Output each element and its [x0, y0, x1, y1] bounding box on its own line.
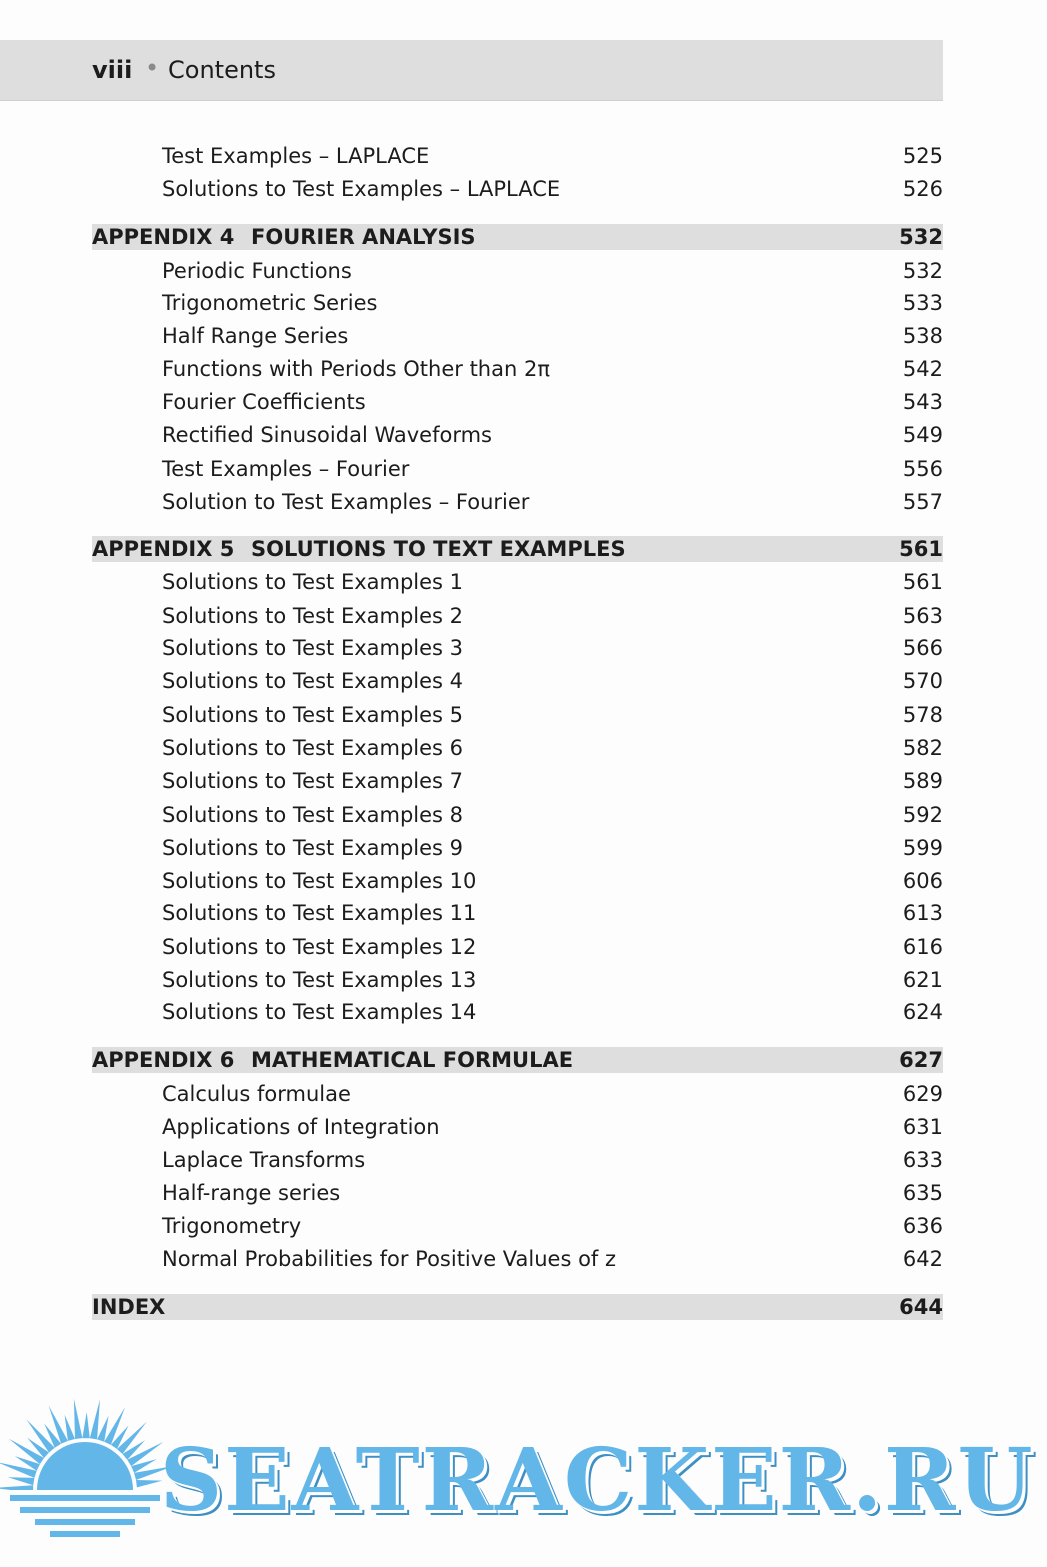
toc-entry[interactable]: [92, 1245, 943, 1273]
toc-entry-page: 561: [902, 570, 943, 594]
toc-section-index[interactable]: [92, 1294, 943, 1320]
toc-entry[interactable]: [92, 899, 943, 927]
toc-entry-title: Half-range series: [162, 1181, 341, 1205]
section-title: SOLUTIONS TO TEXT EXAMPLES: [251, 537, 626, 561]
toc-entry-title: Fourier Coefficients: [162, 390, 366, 414]
toc-entry[interactable]: [92, 568, 943, 596]
toc-entry-page: 533: [902, 291, 943, 315]
toc-entry-title: Solutions to Test Examples 10: [162, 869, 477, 893]
toc-entry[interactable]: [92, 602, 943, 630]
toc-entry-page: 563: [902, 604, 943, 628]
toc-entry-page: 606: [902, 869, 943, 893]
toc-entry-page: 549: [902, 423, 943, 447]
toc-entry-page: 613: [902, 901, 943, 925]
toc-entry-title: Solutions to Test Examples 7: [162, 769, 464, 793]
toc-entry[interactable]: [92, 834, 943, 862]
toc-section-appendix-6[interactable]: [92, 1047, 943, 1073]
section-page: 627: [899, 1048, 943, 1072]
sun-ray-icon: [82, 1412, 89, 1438]
toc-entry[interactable]: [92, 1080, 943, 1108]
toc-entry-page: 582: [902, 736, 943, 760]
section-label: INDEX: [92, 1295, 166, 1319]
toc-entry-page: 592: [902, 803, 943, 827]
page-number: viii: [92, 56, 133, 84]
page-header: [0, 40, 943, 101]
toc-entry-title: Half Range Series: [162, 324, 349, 348]
section-label: APPENDIX 6: [92, 1048, 235, 1072]
toc-entry[interactable]: [92, 801, 943, 829]
toc-entry-title: Solutions to Test Examples 14: [162, 1000, 477, 1024]
toc-entry-title: Calculus formulae: [162, 1082, 351, 1106]
toc-entry-title: Functions with Periods Other than 2π: [162, 357, 550, 381]
toc-entry-page: 636: [902, 1214, 943, 1238]
toc-entry-title: Solutions to Test Examples 4: [162, 669, 464, 693]
toc-entry-title: Solutions to Test Examples 13: [162, 968, 477, 992]
toc-entry[interactable]: [92, 701, 943, 729]
section-label: APPENDIX 4: [92, 225, 235, 249]
toc-entry-page: 557: [902, 490, 943, 514]
toc-entry-title: Rectified Sinusoidal Waveforms: [162, 423, 492, 447]
section-title: MATHEMATICAL FORMULAE: [251, 1048, 574, 1072]
toc-entry-page: 589: [902, 769, 943, 793]
toc-entry[interactable]: [92, 455, 943, 483]
toc-entry-title: Solutions to Test Examples 5: [162, 703, 464, 727]
toc-entry-title: Solutions to Test Examples 8: [162, 803, 464, 827]
toc-section-appendix-5[interactable]: [92, 536, 943, 562]
sun-ray-icon: [8, 1477, 34, 1485]
toc-entry[interactable]: [92, 142, 943, 170]
section-label: APPENDIX 5: [92, 537, 235, 561]
toc-entry[interactable]: [92, 998, 943, 1026]
section-title: FOURIER ANALYSIS: [251, 225, 476, 249]
toc-entry-page: 578: [902, 703, 943, 727]
toc-entry-page: 631: [902, 1115, 943, 1139]
toc-entry-title: Applications of Integration: [162, 1115, 440, 1139]
section-page: 644: [899, 1295, 943, 1319]
toc-entry-title: Test Examples – Fourier: [162, 457, 410, 481]
toc-entry-title: Solution to Test Examples – Fourier: [162, 490, 530, 514]
toc-entry[interactable]: [92, 734, 943, 762]
toc-entry-page: 599: [902, 836, 943, 860]
toc-entry[interactable]: [92, 1146, 943, 1174]
toc-entry-page: 566: [902, 636, 943, 660]
sun-ray-icon: [90, 1399, 100, 1439]
watermark-text: SEATRACKER.RU: [160, 1430, 1035, 1531]
toc-entry-page: 543: [902, 390, 943, 414]
toc-entry-page: 616: [902, 935, 943, 959]
toc-entry-title: Trigonometry: [162, 1214, 302, 1238]
toc-entry[interactable]: [92, 634, 943, 662]
toc-entry[interactable]: [92, 933, 943, 961]
toc-entry[interactable]: [92, 388, 943, 416]
toc-entry-page: 621: [902, 968, 943, 992]
toc-entry[interactable]: [92, 355, 943, 383]
toc-entry-title: Solutions to Test Examples 11: [162, 901, 477, 925]
toc-entry-title: Trigonometric Series: [162, 291, 378, 315]
toc-entry[interactable]: [92, 175, 943, 203]
toc-entry-page: 633: [902, 1148, 943, 1172]
toc-entry-page: 570: [902, 669, 943, 693]
sun-ray-icon: [104, 1407, 125, 1445]
toc-entry[interactable]: [92, 867, 943, 895]
toc-entry[interactable]: [92, 966, 943, 994]
header-title: Contents: [168, 56, 276, 84]
toc-entry-page: 538: [902, 324, 943, 348]
toc-entry-title: Normal Probabilities for Positive Values of z: [162, 1247, 617, 1271]
toc-entry-title: Solutions to Test Examples 2: [162, 604, 464, 628]
toc-section-appendix-4[interactable]: [92, 224, 943, 250]
toc-entry-page: 635: [902, 1181, 943, 1205]
toc-entry[interactable]: [92, 257, 943, 285]
toc-entry-page: 556: [902, 457, 943, 481]
toc-entry-title: Solutions to Test Examples – LAPLACE: [162, 177, 561, 201]
toc-entry-page: 532: [902, 259, 943, 283]
toc-entry[interactable]: [92, 322, 943, 350]
toc-entry-page: 525: [902, 144, 943, 168]
toc-entry-title: Solutions to Test Examples 9: [162, 836, 464, 860]
toc-entry-title: Test Examples – LAPLACE: [162, 144, 430, 168]
section-page: 561: [899, 537, 943, 561]
toc-entry[interactable]: [92, 421, 943, 449]
toc-entry[interactable]: [92, 289, 943, 317]
toc-entry-page: 629: [902, 1082, 943, 1106]
toc-entry[interactable]: [92, 1212, 943, 1240]
toc-entry-title: Solutions to Test Examples 12: [162, 935, 477, 959]
header-separator: •: [145, 54, 160, 82]
toc-entry[interactable]: [92, 1113, 943, 1141]
toc-entry-page: 542: [902, 357, 943, 381]
toc-entry-page: 624: [902, 1000, 943, 1024]
toc-entry-title: Solutions to Test Examples 1: [162, 570, 464, 594]
toc-entry-page: 642: [902, 1247, 943, 1271]
toc-entry-title: Solutions to Test Examples 3: [162, 636, 464, 660]
toc-entry[interactable]: [92, 767, 943, 795]
sun-ray-icon: [65, 1415, 75, 1441]
toc-entry-page: 526: [902, 177, 943, 201]
section-page: 532: [899, 225, 943, 249]
toc-entry-title: Solutions to Test Examples 6: [162, 736, 464, 760]
sun-ray-icon: [136, 1480, 162, 1487]
toc-entry-title: Periodic Functions: [162, 259, 352, 283]
toc-entry-title: Laplace Transforms: [162, 1148, 366, 1172]
sun-ray-icon: [74, 1399, 83, 1439]
toc-entry[interactable]: [92, 488, 943, 516]
toc-entry[interactable]: [92, 1179, 943, 1207]
toc-entry[interactable]: [92, 667, 943, 695]
